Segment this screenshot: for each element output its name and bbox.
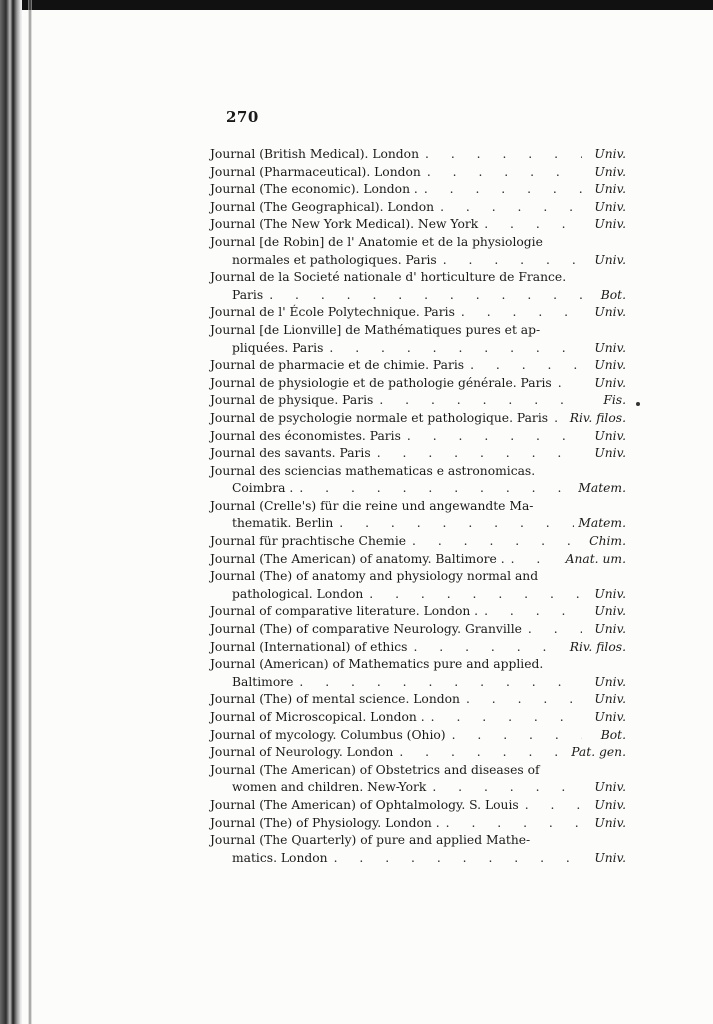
dot-leader [393,744,567,762]
entry-continuation-line [210,779,626,797]
scan-top-edge [0,0,713,10]
dot-leader [425,709,582,727]
library-location: Univ. [594,164,626,179]
dot-leader [440,815,582,833]
entry-title: normales et pathologiques. Paris [232,252,437,267]
catalogue-entry [210,603,626,621]
entry-title-line [210,164,626,182]
catalogue-entry [210,727,626,745]
dot-leader [371,445,582,463]
entry-title-line [210,216,626,234]
entry-title: Journal (The Geographical). London [210,199,435,214]
dot-leader [437,252,582,270]
library-location: Univ. [594,710,626,724]
entry-title: pathological. London [232,586,364,601]
catalogue-entry [210,551,626,569]
dot-leader [446,727,582,745]
entry-title: Journal (American) of Mathematics pure and applied. [210,657,544,672]
dot-leader [418,181,582,199]
library-location: Univ. [594,199,626,214]
entry-title-line [210,621,626,639]
entry-title-line [210,727,626,745]
dot-leader [401,428,582,446]
entry-title: Journal of mycology. Columbus (Ohio) [210,727,446,742]
entry-title-line [210,392,626,410]
entry-continuation-line [210,586,626,604]
dot-leader [323,340,582,358]
catalogue-entry [210,357,626,375]
entry-title-line [210,357,626,375]
entry-title: Journal (The) of mental science. London [210,692,460,707]
entry-title-line [210,551,626,569]
dot-leader [406,533,582,551]
entry-title-line [210,269,626,287]
dot-leader [333,515,574,533]
entry-title-line [210,815,626,833]
library-location: Bot. [600,727,626,742]
catalogue-entry [210,216,626,234]
library-location: Riv. filos. [569,410,626,425]
entry-title: Journal of comparative literature. London . [210,604,479,619]
catalogue-entry [210,815,626,833]
catalogue-entry [210,322,626,357]
entry-continuation-line [210,850,626,868]
dot-leader [434,199,582,217]
entry-title-line [210,832,626,850]
library-location: Univ. [594,797,626,812]
catalogue-entry [210,234,626,269]
page-number: 270 [226,108,259,126]
entry-title-line [210,445,626,463]
dot-leader [426,779,582,797]
dot-leader [328,850,582,868]
entry-continuation-line [210,340,626,358]
library-location: Univ. [594,692,626,707]
dot-leader [407,639,565,657]
library-location: Univ. [594,182,626,197]
entry-title-line [210,428,626,446]
entry-title: thematik. Berlin [232,516,334,531]
dot-leader [522,621,582,639]
library-location: Univ. [594,815,626,830]
catalogue-entry [210,709,626,727]
library-location: Matem. [578,481,626,496]
entry-title-line [210,639,626,657]
library-location: Matem. [578,516,626,531]
entry-continuation-line [210,674,626,692]
entry-title: matics. London [232,850,328,865]
entry-continuation-line [210,480,626,498]
catalogue-entry [210,691,626,709]
library-location: Univ. [594,375,626,390]
entry-title: Journal (The New York Medical). New York [210,217,479,232]
entry-title: Journal (The American) of anatomy. Baltimore . [210,551,505,566]
catalogue-entry [210,463,626,498]
library-location: Univ. [594,446,626,461]
entry-title-line [210,656,626,674]
catalogue-entry [210,568,626,603]
catalogue-entry [210,656,626,691]
entry-title: women and children. New-York [232,780,427,795]
library-location: Univ. [594,217,626,232]
catalogue-entry [210,498,626,533]
entry-title: Journal de psychologie normale et pathologique. Paris [210,410,549,425]
library-location: Riv. filos. [569,639,626,654]
library-location: Univ. [594,147,626,161]
entry-title: Journal (The American) of Obstetrics and diseases of [210,762,540,777]
catalogue-entry [210,533,626,551]
catalogue-entry [210,199,626,217]
entry-title: Journal (The) of comparative Neurology. Granville [210,622,522,637]
book-spine-shadow [0,0,22,1024]
library-location: Univ. [594,850,626,865]
ink-speck [636,402,640,406]
entry-title-line [210,709,626,727]
dot-leader [548,410,566,428]
entry-title: Journal de la Societé nationale d' horticulture de France. [210,270,567,285]
entry-continuation-line [210,515,626,533]
entry-title: Coimbra . [232,481,294,496]
catalogue-entry [210,164,626,182]
entry-title: Journal de pharmacie et de chimie. Paris [210,358,465,373]
entry-title-line [210,797,626,815]
entry-title: Journal des sciencias mathematicas e astronomicas. [210,463,536,478]
entry-title-line [210,234,626,252]
library-location: Univ. [594,604,626,619]
entry-title: pliquées. Paris [232,340,324,355]
dot-leader [293,480,574,498]
library-location: Univ. [594,340,626,355]
entry-title: Journal [de Robin] de l' Anatomie et de la physiologie [210,234,543,249]
catalogue-entry [210,375,626,393]
entry-title: Journal (The economic). London . [210,182,418,197]
entry-title-line [210,322,626,340]
entry-title-line [210,762,626,780]
entry-title-line [210,146,626,164]
catalogue-entry [210,744,626,762]
library-location: Bot. [600,287,626,302]
entry-title: Journal (International) of ethics [210,639,408,654]
entry-title: Journal (Crelle's) für die reine und angewandte Ma- [210,498,534,513]
entry-title-line [210,199,626,217]
catalogue-entry [210,797,626,815]
entry-title: Journal de physique. Paris [210,393,374,408]
catalogue-entry [210,304,626,322]
entry-title: Journal [de Lionville] de Mathématiques pures et ap- [210,322,541,337]
entry-title: Journal of Neurology. London [210,745,394,760]
dot-leader [478,216,582,234]
catalogue-entry [210,428,626,446]
entry-title-line [210,498,626,516]
entry-title-line [210,603,626,621]
dot-leader [478,603,582,621]
entry-title-line [210,744,626,762]
dot-leader [460,691,582,709]
entry-title-line [210,463,626,481]
entry-title-line [210,410,626,428]
library-location: Univ. [594,586,626,601]
catalogue-entry [210,410,626,428]
entry-title: Journal de physiologie et de pathologie générale. Paris [210,375,552,390]
entry-title-line [210,304,626,322]
catalogue-entry [210,181,626,199]
library-location: Univ. [594,252,626,267]
dot-leader [505,551,562,569]
library-location: Univ. [594,305,626,320]
catalogue-entry [210,146,626,164]
entry-title-line [210,375,626,393]
catalogue-entry [210,621,626,639]
dot-leader [455,304,582,322]
catalogue-entry [210,762,626,797]
dot-leader [363,586,582,604]
entry-continuation-line [210,287,626,305]
library-location: Anat. um. [565,551,626,566]
catalogue-entry [210,269,626,304]
library-location: Univ. [594,428,626,443]
dot-leader [419,146,582,164]
entry-title-line [210,568,626,586]
entry-title-line [210,181,626,199]
catalogue-entry [210,832,626,867]
library-location: Univ. [594,780,626,795]
library-location: Univ. [594,358,626,373]
library-location: Univ. [594,674,626,689]
entry-title: Journal of Microscopical. London . [210,710,425,724]
dot-leader [519,797,582,815]
entry-title-line [210,691,626,709]
entry-continuation-line [210,252,626,270]
entry-title: Journal (British Medical). London [210,147,420,161]
entry-title: Baltimore [232,674,294,689]
entry-title: Journal (The) of anatomy and physiology normal and [210,569,539,584]
entry-title: Journal des savants. Paris [210,446,371,461]
page-gutter-line [28,0,32,1024]
library-location: Chim. [589,534,626,549]
dot-leader [263,287,582,305]
entry-title-line [210,533,626,551]
dot-leader [293,674,582,692]
library-location: Univ. [594,622,626,637]
dot-leader [373,392,582,410]
entry-title: Journal des économistes. Paris [210,428,401,443]
entry-title: Journal (The Quarterly) of pure and applied Mathe- [210,833,531,848]
catalogue-entries [210,146,626,867]
entry-title: Journal (The) of Physiology. London . [210,815,440,830]
library-location: Fis. [603,393,626,408]
catalogue-entry [210,392,626,410]
dot-leader [552,375,582,393]
library-location: Pat. gen. [571,745,626,760]
entry-title: Journal für prachtische Chemie [210,534,407,549]
entry-title: Paris [232,287,264,302]
dot-leader [464,357,582,375]
dot-leader [421,164,582,182]
entry-title: Journal (The American) of Ophtalmology. S. Louis [210,797,519,812]
entry-title: Journal de l' École Polytechnique. Paris [210,305,455,320]
catalogue-entry [210,639,626,657]
catalogue-entry [210,445,626,463]
entry-title: Journal (Pharmaceutical). London [210,164,421,179]
